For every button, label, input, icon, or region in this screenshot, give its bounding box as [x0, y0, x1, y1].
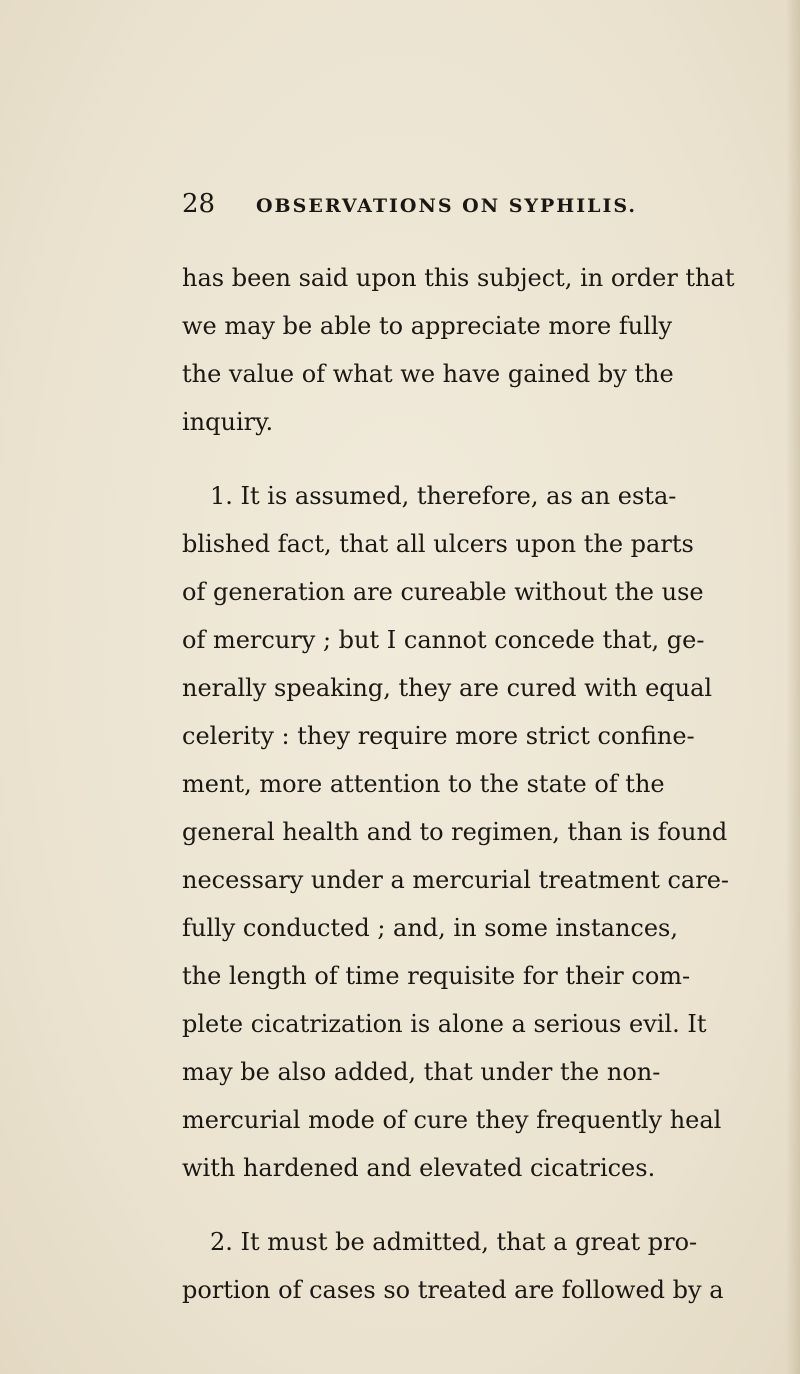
text-line: of generation are cureable without the use	[182, 578, 704, 606]
text-line: portion of cases so treated are followed by a	[182, 1276, 724, 1304]
text-line: we may be able to appreciate more fully	[182, 312, 673, 340]
text-line: may be also added, that under the non-	[182, 1058, 661, 1086]
text-line: blished fact, that all ulcers upon the parts	[182, 530, 694, 558]
page-number: 28	[182, 189, 216, 219]
text-line: ment, more attention to the state of the	[182, 770, 665, 798]
text-line: plete cicatrization is alone a serious evil. It	[182, 1010, 707, 1038]
text-line: fully conducted ; and, in some instances,	[182, 914, 678, 942]
text-line: has been said upon this subject, in order that	[182, 264, 735, 292]
text-line: 1. It is assumed, therefore, as an esta-	[210, 482, 677, 510]
text-line: 2. It must be admitted, that a great pro-	[210, 1228, 698, 1256]
body-text	[182, 254, 735, 1314]
text-line: of mercury ; but I cannot concede that, ge-	[182, 626, 705, 654]
text-line: the value of what we have gained by the	[182, 360, 674, 388]
paragraph-continuation	[182, 254, 735, 446]
paragraph-1	[182, 472, 730, 1192]
running-head: OBSERVATIONS ON SYPHILIS.	[256, 195, 638, 217]
text-line: nerally speaking, they are cured with equal	[182, 674, 713, 702]
text-line: the length of time requisite for their com-	[182, 962, 691, 990]
text-line: mercurial mode of cure they frequently heal	[182, 1106, 722, 1134]
text-line: with hardened and elevated cicatrices.	[182, 1154, 656, 1182]
text-line: general health and to regimen, than is found	[182, 818, 728, 846]
page-header	[0, 184, 800, 224]
text-line: celerity : they require more strict confine-	[182, 722, 695, 750]
paragraph-2	[182, 1218, 724, 1314]
text-line: necessary under a mercurial treatment care-	[182, 866, 730, 894]
text-line: inquiry.	[182, 408, 274, 436]
